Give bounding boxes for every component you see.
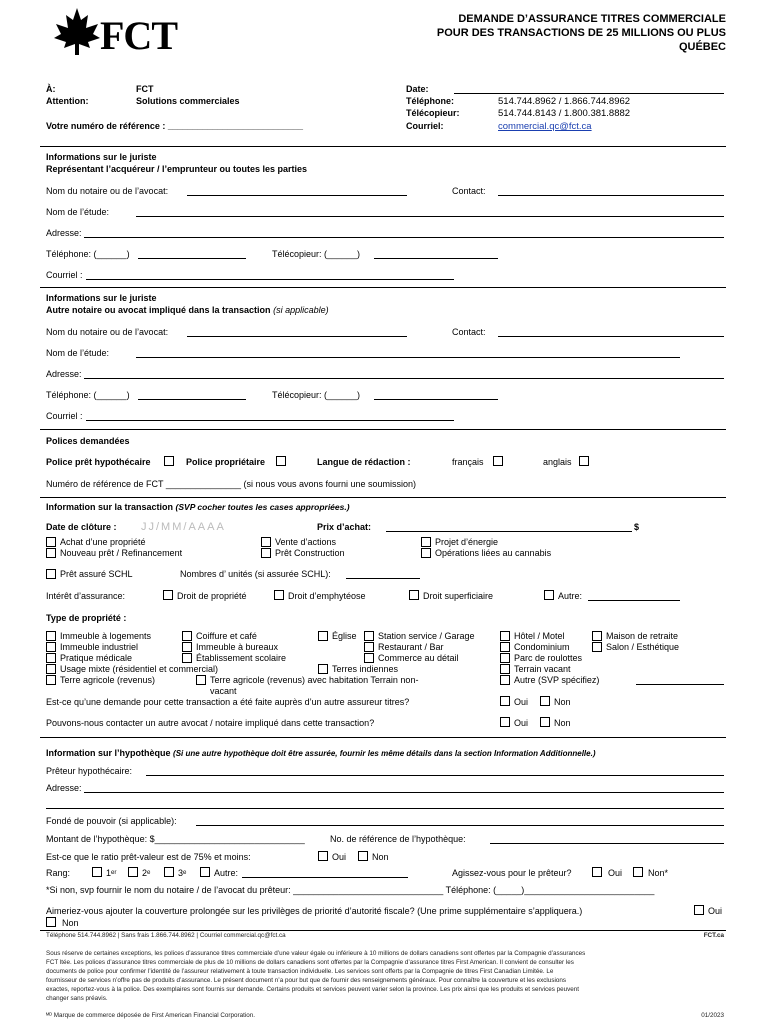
interest-other-checkbox[interactable] (544, 590, 554, 600)
logo-text: FCT (100, 13, 177, 58)
rank-label: Rang: (46, 868, 71, 878)
legal-line-1: Sous réserve de certaines exceptions, les polices d’assurance titres commerciale d’une valeur égale ou inférieure à 10 millions de dollars canadiens sont offertes par la Compagnie d’assurances (46, 950, 586, 957)
jurist1-phone-label: Téléphone: (______) (46, 249, 130, 259)
jurist1-contact-label: Contact: (452, 186, 486, 196)
owner-policy-label: Police propriétaire (186, 457, 266, 467)
to-value: FCT (136, 84, 154, 94)
type-farm-home-label-cont: vacant (210, 686, 237, 696)
type-other-checkbox[interactable] (500, 675, 510, 685)
form-title-line2: POUR DES TRANSACTIONS DE 25 MILLIONS OU PLUS (436, 27, 726, 39)
legal-line-4: fournisseur de services n’offre pas de produits d’assurance. Le présent document n’a pour but que de fournir des renseignements généraux. Pour connaître la couverture et les exclusions (46, 977, 567, 984)
jurist1-firm-label: Nom de l’étude: (46, 207, 110, 217)
interest-label: Intérêt d’assurance: (46, 591, 126, 601)
construction-label: Prêt Construction (275, 548, 345, 558)
phone-value: 514.744.8962 / 1.866.744.8962 (498, 96, 631, 107)
type-trailer-checkbox[interactable] (500, 653, 510, 663)
jurist2-notary-label: Nom du notaire ou de l’avocat: (46, 327, 169, 337)
type-condo-checkbox[interactable] (500, 642, 510, 652)
rank-other-checkbox[interactable] (200, 867, 210, 877)
fax-label: Télécopieur: (406, 108, 460, 118)
units-field[interactable] (346, 578, 420, 579)
type-retirement-label: Maison de retraite (606, 631, 679, 641)
legal-line-3: documents de police pour confirmer l’identité de l’assureur relativement à toute transaction individuelle. Les services sont offerts par la Compagnie de titres First Canadian Limitée. Le (46, 968, 554, 975)
emphyteusis-label: Droit d’emphytéose (288, 591, 366, 601)
legal-line-6: changer sans préavis. (46, 995, 108, 1002)
type-school-checkbox[interactable] (182, 653, 192, 663)
jurist1-notary-field[interactable] (187, 195, 407, 196)
type-offices-checkbox[interactable] (182, 642, 192, 652)
type-retail-label: Commerce au détail (378, 653, 459, 663)
rank-3-checkbox[interactable] (164, 867, 174, 877)
mortgage-ref-label: No. de référence de l’hypothèque: (330, 834, 466, 844)
ltv-yes-checkbox[interactable] (318, 851, 328, 861)
date-field[interactable] (454, 93, 724, 94)
q1-no-label: Non (554, 697, 571, 707)
lender-address-label: Adresse: (46, 783, 82, 793)
lender-address-field[interactable] (84, 792, 724, 793)
jurist2-firm-field[interactable] (136, 357, 680, 358)
type-hotel-label: Hôtel / Motel (514, 631, 565, 641)
jurist2-fax-label: Télécopieur: (______) (272, 390, 361, 400)
mortgage-title-note: (Si une autre hypothèque doit être assurée, fournir les même détails dans la section Information Additionnelle.) (173, 749, 596, 758)
divider (40, 497, 726, 498)
cannabis-checkbox[interactable] (421, 548, 431, 558)
purchase-price-label: Prix d’achat: (317, 522, 372, 532)
priority-yes-checkbox[interactable] (694, 905, 704, 915)
q2-no-label: Non (554, 718, 571, 728)
lender-policy-label: Police prêt hypothécaire (46, 457, 151, 467)
rank-1-label: 1ᵉʳ (106, 868, 117, 878)
transaction-title-note: (SVP cocher toutes les cases appropriées.) (175, 502, 350, 512)
q2-no-checkbox[interactable] (540, 717, 550, 727)
share-sale-checkbox[interactable] (261, 537, 271, 547)
attention-value: Solutions commerciales (136, 96, 240, 106)
cmhc-label: Prêt assuré SCHL (60, 569, 133, 579)
english-checkbox[interactable] (579, 456, 589, 466)
jurist2-address-field[interactable] (84, 378, 724, 379)
date-label: Date: (406, 84, 429, 94)
type-native-lands-checkbox[interactable] (318, 664, 328, 674)
emphyteusis-checkbox[interactable] (274, 590, 284, 600)
poa-label: Fondé de pouvoir (si applicable): (46, 816, 177, 826)
type-church-checkbox[interactable] (318, 631, 328, 641)
trademark-note: ᴹᴰ Marque de commerce déposée de First American Financial Corporation. (46, 1012, 256, 1019)
ltv-question: Est-ce que le ratio prêt-valeur est de 75% et moins: (46, 852, 251, 862)
legal-line-5: exactes, reportez-vous à la police. Des exemplaires sont fournis sur demande. Certains produits et services peuvent varier selon la province. Les prix ainsi que les produits et services peuvent (46, 986, 580, 993)
lender-name-label: Prêteur hypothécaire: (46, 766, 133, 776)
rank-2-label: 2ᵉ (142, 868, 151, 878)
type-mixed-label: Usage mixte (résidentiel et commercial) (60, 664, 219, 674)
type-industrial-label: Immeuble industriel (60, 642, 139, 652)
lender-address-field-2[interactable] (46, 808, 724, 809)
jurist2-contact-field[interactable] (498, 336, 724, 337)
jurist2-title: Informations sur le juriste (46, 293, 157, 303)
jurist2-notary-field[interactable] (187, 336, 407, 337)
type-mixed-checkbox[interactable] (46, 664, 56, 674)
q1-yes-checkbox[interactable] (500, 696, 510, 706)
type-aesthetic-label: Salon / Esthétique (606, 642, 680, 652)
jurist2-address-label: Adresse: (46, 369, 82, 379)
priority-yes-label: Oui (708, 906, 723, 916)
divider (40, 737, 726, 738)
type-gas-station-checkbox[interactable] (364, 631, 374, 641)
share-sale-label: Vente d’actions (275, 537, 337, 547)
type-industrial-checkbox[interactable] (46, 642, 56, 652)
form-title-line3: QUÉBEC (678, 41, 726, 53)
email-link[interactable]: commercial.qc@fct.ca (498, 121, 592, 132)
acting-question: Agissez-vous pour le prêteur? (452, 868, 572, 878)
legal-line-2: FCT ltée. Les polices d’assurance titres commerciale de plus de 10 millions de dollars canadiens sont offertes par la Compagnie d’assurance titres First American. Il convient de consulter les (46, 959, 574, 966)
policies-title: Polices demandées (46, 436, 130, 446)
type-salon-cafe-checkbox[interactable] (182, 631, 192, 641)
priority-no-label: Non (62, 918, 79, 928)
type-hotel-checkbox[interactable] (500, 631, 510, 641)
priority-no-checkbox[interactable] (46, 917, 56, 927)
type-medical-checkbox[interactable] (46, 653, 56, 663)
contact-other-question: Pouvons-nous contacter un autre avocat / notaire impliqué dans cette transaction? (46, 718, 375, 728)
cmhc-checkbox[interactable] (46, 569, 56, 579)
acting-yes-checkbox[interactable] (592, 867, 602, 877)
rank-3-label: 3ᵉ (178, 868, 187, 878)
type-gas-station-label: Station service / Garage (378, 631, 475, 641)
mortgage-ref-field[interactable] (490, 843, 724, 844)
type-church-label: Église (332, 631, 357, 641)
jurist2-email-field[interactable] (86, 420, 454, 421)
price-currency: $ (634, 522, 640, 532)
ltv-no-checkbox[interactable] (358, 851, 368, 861)
phone-label: Téléphone: (406, 96, 455, 106)
jurist1-fax-label: Télécopieur: (______) (272, 249, 361, 259)
jurist2-phone-field[interactable] (138, 399, 246, 400)
language-label: Langue de rédaction : (317, 457, 411, 467)
reference-field[interactable]: Votre numéro de référence : ___________________________ (46, 121, 304, 131)
attention-label: Attention: (46, 96, 89, 106)
jurist1-email-label: Courriel : (46, 270, 83, 280)
q1-no-checkbox[interactable] (540, 696, 550, 706)
closing-date-input[interactable]: JJ/MM/AAAA (141, 521, 226, 533)
type-farm-home-label: Terre agricole (revenus) avec habitation Terrain non- (210, 675, 419, 685)
q2-yes-checkbox[interactable] (500, 717, 510, 727)
type-farm-checkbox[interactable] (46, 675, 56, 685)
footer-contact: Téléphone 514.744.8962 | Sans frais 1.866.744.8962 | Courriel commercial.qc@fct.ca (46, 932, 286, 939)
type-retail-checkbox[interactable] (364, 653, 374, 663)
type-native-lands-label: Terres indiennes (332, 664, 399, 674)
closing-date-label: Date de clôture : (46, 522, 117, 532)
type-other-label: Autre (SVP spécifiez) (514, 675, 600, 685)
lender-policy-checkbox[interactable] (164, 456, 174, 466)
type-apartment-label: Immeuble à logements (60, 631, 152, 641)
jurist1-contact-field[interactable] (498, 195, 724, 196)
jurist1-title: Informations sur le juriste (46, 152, 157, 162)
divider (40, 930, 726, 931)
energy-label: Projet d’énergie (435, 537, 499, 547)
form-title-line1: DEMANDE D’ASSURANCE TITRES COMMERCIALE (458, 13, 726, 25)
mortgage-amount-field[interactable]: Montant de l’hypothèque: $______________________________ (46, 834, 305, 844)
superficiary-label: Droit superficiaire (423, 591, 494, 601)
jurist2-subtitle-note: (si applicable) (273, 305, 329, 315)
type-condo-label: Condominium (514, 642, 570, 652)
type-vacant-label: Terrain vacant (514, 664, 571, 674)
type-aesthetic-checkbox[interactable] (592, 642, 602, 652)
acting-yes-label: Oui (608, 868, 623, 878)
jurist2-contact-label: Contact: (452, 327, 486, 337)
to-label: À: (46, 84, 56, 94)
priority-question: Aimeriez-vous ajouter la couverture prolongée sur les privilèges de priorité d’autorité fiscale? (Une prime supplémentaire s’appliquera.) (46, 906, 583, 916)
construction-checkbox[interactable] (261, 548, 271, 558)
property-type-title: Type de propriété : (46, 613, 127, 623)
units-label: Nombres d’ unités (si assurée SCHL): (180, 569, 331, 579)
fax-value: 514.744.8143 / 1.800.381.8882 (498, 108, 631, 119)
jurist2-email-label: Courriel : (46, 411, 83, 421)
rank-1-checkbox[interactable] (92, 867, 102, 877)
purchase-checkbox[interactable] (46, 537, 56, 547)
refinance-label: Nouveau prêt / Refinancement (60, 548, 183, 558)
maple-leaf-icon (52, 6, 102, 56)
type-restaurant-checkbox[interactable] (364, 642, 374, 652)
acting-no-label: Non* (648, 868, 669, 878)
jurist1-firm-field[interactable] (136, 216, 724, 217)
french-checkbox[interactable] (493, 456, 503, 466)
fct-reference-field[interactable]: Numéro de référence de FCT _______________ (si nous vous avons fourni une soumission) (46, 479, 417, 489)
acting-no-checkbox[interactable] (633, 867, 643, 877)
energy-checkbox[interactable] (421, 537, 431, 547)
jurist1-fax-field[interactable] (374, 258, 498, 259)
ltv-yes-label: Oui (332, 852, 347, 862)
rank-2-checkbox[interactable] (128, 867, 138, 877)
type-offices-label: Immeuble à bureaux (196, 642, 279, 652)
type-medical-label: Pratique médicale (60, 653, 133, 663)
email-label: Courriel: (406, 121, 444, 131)
jurist1-address-label: Adresse: (46, 228, 82, 238)
type-trailer-label: Parc de roulottes (514, 653, 583, 663)
jurist1-address-field[interactable] (84, 237, 724, 238)
jurist2-subtitle: Autre notaire ou avocat impliqué dans la transaction (si applicable) (46, 305, 329, 315)
type-salon-cafe-label: Coiffure et café (196, 631, 257, 641)
mortgage-title: Information sur l’hypothèque (Si une autre hypothèque doit être assurée, fournir les même détails dans la section Information Additionnelle.) (46, 748, 596, 758)
refinance-checkbox[interactable] (46, 548, 56, 558)
type-farm-home-checkbox[interactable] (196, 675, 206, 685)
type-farm-label: Terre agricole (revenus) (60, 675, 156, 685)
superficiary-checkbox[interactable] (409, 590, 419, 600)
type-apartment-checkbox[interactable] (46, 631, 56, 641)
lender-counsel-field[interactable]: *Si non, svp fournir le nom du notaire / de l’avocat du prêteur: ______________________________ Téléphone: (_____)__________________________ (46, 885, 655, 895)
jurist1-notary-label: Nom du notaire ou de l’avocat: (46, 186, 169, 196)
footer-site[interactable]: FCT.ca (703, 932, 724, 939)
interest-other-field[interactable] (588, 600, 680, 601)
poa-field[interactable] (196, 825, 724, 826)
cannabis-label: Opérations liées au cannabis (435, 548, 552, 558)
divider (40, 287, 726, 288)
jurist1-subtitle: Représentant l’acquéreur / l’emprunteur ou toutes les parties (46, 164, 308, 174)
type-retirement-checkbox[interactable] (592, 631, 602, 641)
jurist1-email-field[interactable] (86, 279, 454, 280)
english-label: anglais (543, 457, 572, 467)
rank-other-field[interactable] (242, 877, 408, 878)
jurist2-firm-label: Nom de l’étude: (46, 348, 110, 358)
interest-other-label: Autre: (558, 591, 583, 601)
type-school-label: Établissement scolaire (196, 653, 287, 663)
jurist1-phone-field[interactable] (138, 258, 246, 259)
ownership-checkbox[interactable] (163, 590, 173, 600)
rank-other-label: Autre: (214, 868, 239, 878)
q1-yes-label: Oui (514, 697, 529, 707)
type-other-field[interactable] (636, 684, 724, 685)
ltv-no-label: Non (372, 852, 389, 862)
purchase-price-field[interactable] (386, 531, 632, 532)
purchase-label: Achat d’une propriété (60, 537, 146, 547)
divider (40, 146, 726, 147)
type-vacant-checkbox[interactable] (500, 664, 510, 674)
q2-yes-label: Oui (514, 718, 529, 728)
transaction-title: Information sur la transaction (SVP cocher toutes les cases appropriées.) (46, 502, 350, 512)
owner-policy-checkbox[interactable] (276, 456, 286, 466)
lender-name-field[interactable] (146, 775, 724, 776)
french-label: français (452, 457, 484, 467)
jurist2-fax-field[interactable] (374, 399, 498, 400)
other-insurer-question: Est-ce qu’une demande pour cette transaction a été faite auprès d’un autre assureur titres? (46, 697, 410, 707)
divider (40, 429, 726, 430)
jurist2-phone-label: Téléphone: (______) (46, 390, 130, 400)
ownership-label: Droit de propriété (177, 591, 247, 601)
form-date: 01/2023 (701, 1012, 724, 1019)
type-restaurant-label: Restaurant / Bar (378, 642, 444, 652)
